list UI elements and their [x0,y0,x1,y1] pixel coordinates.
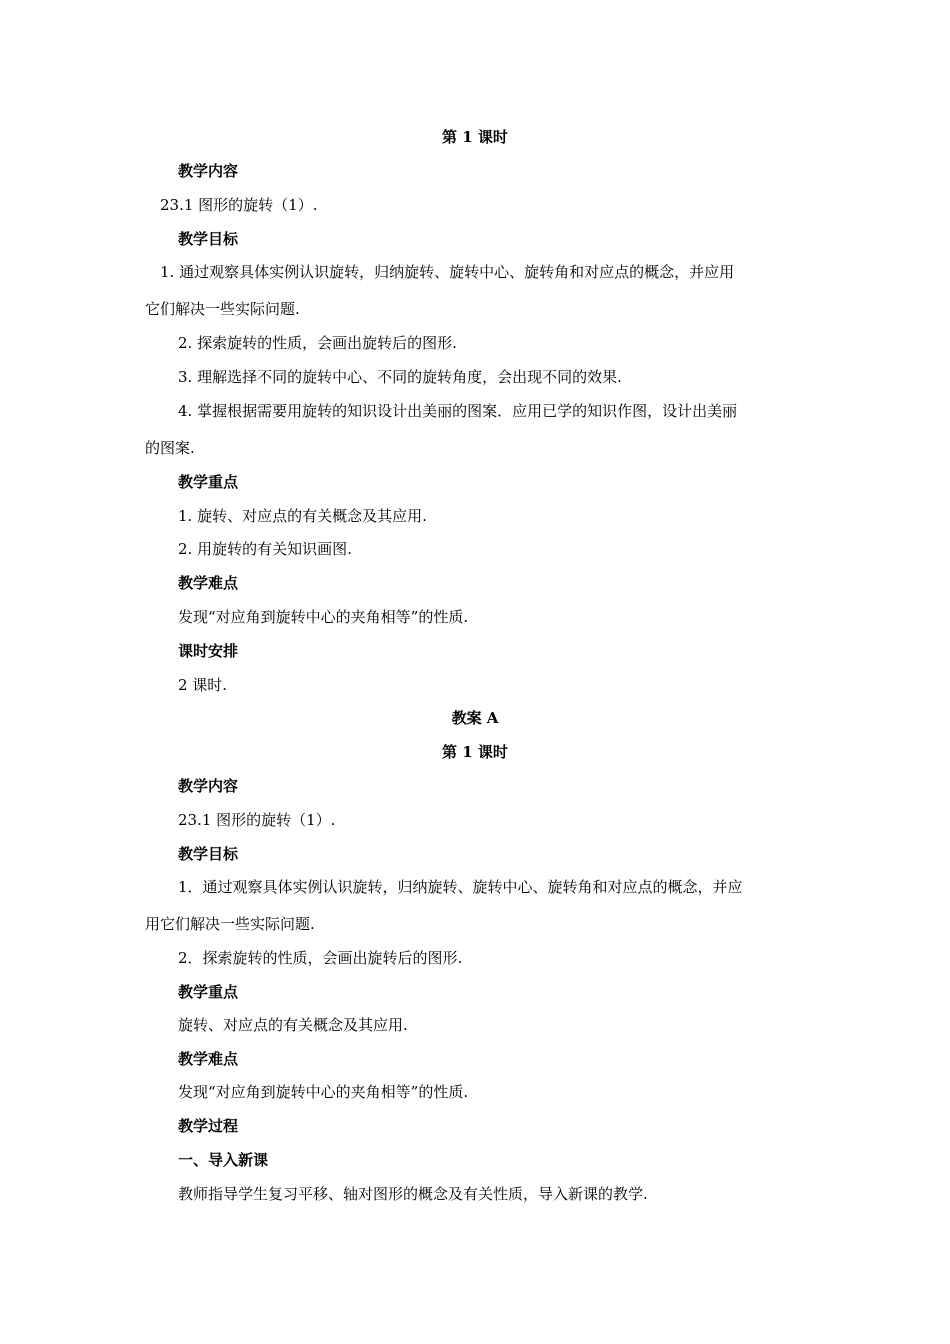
heading-difficult-points: 教学难点 [178,574,239,592]
intro-text: 教师指导学生复习平移、轴对图形的概念及有关性质，导入新课的教学. [178,1185,648,1203]
goal-1-line-2-2: 用它们解决一些实际问题. [145,915,315,933]
key-point-2: 2. 用旋转的有关知识画图. [178,540,352,558]
key-point-1: 1. 旋转、对应点的有关概念及其应用. [178,507,427,525]
heading-goals-2: 教学目标 [178,845,239,863]
heading-intro: 一、导入新课 [178,1151,269,1169]
key-point-2-1: 旋转、对应点的有关概念及其应用. [178,1016,408,1034]
heading-process: 教学过程 [178,1117,239,1135]
content-text: 23.1 图形的旋转（1）. [160,196,318,214]
lesson-title-2: 第 1 课时 [442,743,508,761]
heading-key-points: 教学重点 [178,473,239,491]
difficult-point-2: 发现“对应角到旋转中心的夹角相等”的性质. [178,1083,469,1101]
goal-2: 2. 探索旋转的性质，会画出旋转后的图形. [178,334,457,352]
schedule-text: 2 课时. [178,676,228,694]
goal-4-line-2: 的图案. [145,439,195,457]
plan-title: 教案 A [451,709,499,727]
goal-1-line-1: 1. 通过观察具体实例认识旋转，归纳旋转、旋转中心、旋转角和对应点的概念，并应用 [160,263,735,281]
heading-content: 教学内容 [178,162,239,180]
goal-1-line-2: 它们解决一些实际问题. [145,300,300,318]
heading-goals: 教学目标 [178,230,239,248]
goal-2-2: 2．探索旋转的性质，会画出旋转后的图形. [178,949,463,967]
goal-4-line-1: 4. 掌握根据需要用旋转的知识设计出美丽的图案．应用已学的知识作图，设计出美丽 [178,402,738,420]
heading-content-2: 教学内容 [178,777,239,795]
lesson-title: 第 1 课时 [442,128,508,146]
goal-3: 3. 理解选择不同的旋转中心、不同的旋转角度，会出现不同的效果. [178,368,622,386]
goal-1-line-1-2: 1．通过观察具体实例认识旋转，归纳旋转、旋转中心、旋转角和对应点的概念，并应 [178,878,743,896]
content-text-2: 23.1 图形的旋转（1）. [178,811,336,829]
difficult-point: 发现“对应角到旋转中心的夹角相等”的性质. [178,608,469,626]
heading-key-points-2: 教学重点 [178,983,239,1001]
heading-difficult-points-2: 教学难点 [178,1050,239,1068]
heading-schedule: 课时安排 [178,642,239,660]
